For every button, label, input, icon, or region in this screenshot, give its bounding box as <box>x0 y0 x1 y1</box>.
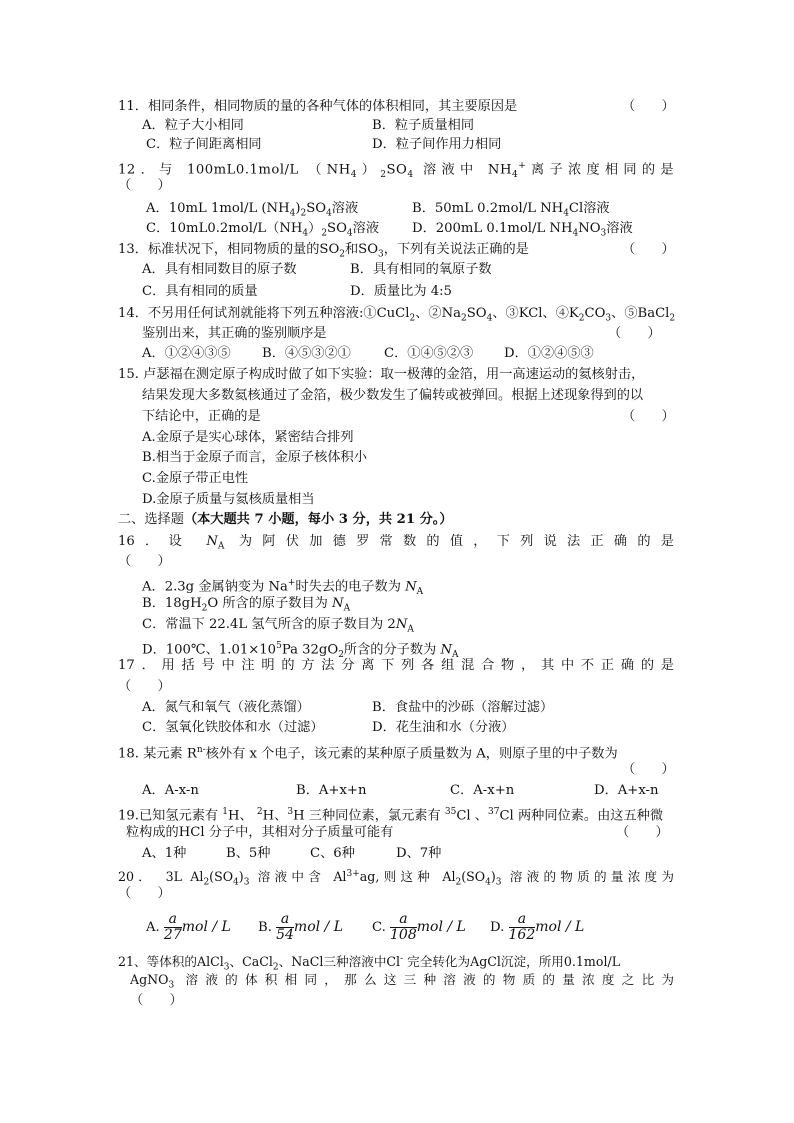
q20-a-denominator: 27 <box>163 927 182 943</box>
q17-option-d: D．花生油和水（分液） <box>372 720 515 735</box>
q13-answer-paren: （ ） <box>622 242 675 257</box>
q20-option-b <box>258 912 343 943</box>
q12-stem: 12．与 100mL0.1mol/L $(NH_4)_2SO_4$ 溶液中 $NH_4^+$离子浓度相同的是 <box>118 161 675 181</box>
q11-option-b: B．粒子质量相同 <box>372 118 475 133</box>
section-2-title: 二、选择题 <box>118 512 184 527</box>
q20-option-c-fraction <box>390 912 417 943</box>
q14-stem-line1: 14．不另用任何试剂就能将下列五种溶液:①CuCl$_2$、$②Na_2SO_4$、③KCl、$④K_2CO_3$、⑤BaCl$_2$ <box>118 306 676 324</box>
q14-option-d: D．①②④⑤③ <box>504 346 594 361</box>
q20-c-numerator: a <box>390 912 417 928</box>
q20-option-d <box>490 912 584 943</box>
q18-stem: 18. 某元素 $R^{n-}$核外有 x 个电子，该元素的某种原子质量数为 A，则原子里的中子数为 <box>118 745 618 762</box>
q20-option-a-label: A. <box>146 920 160 935</box>
q13-option-c: C．具有相同的质量 <box>142 284 258 299</box>
q15-stem-line3: 下结论中，正确的是 <box>142 409 261 424</box>
q15-option-b: B.相当于金原子而言，金原子核体积小 <box>142 450 367 465</box>
q19-answer-paren: （ ） <box>616 825 669 840</box>
q17-stem: 17．用括号中注明的方法分离下列各组混合物，其中不正确的是 <box>118 658 674 673</box>
q20-option-d-label: D. <box>490 920 505 935</box>
q14-option-b: B．④⑤③②① <box>262 346 351 361</box>
q11-option-d: D．粒子间作用力相同 <box>372 137 502 152</box>
q15-stem-line1: 15. 卢瑟福在测定原子构成时做了如下实验：取一极薄的金箔，用一高速运动的氦核射击， <box>118 367 645 382</box>
q20-d-numerator: a <box>509 912 536 928</box>
q13-option-a: A．具有相同数目的原子数 <box>142 262 297 277</box>
q13-option-b: B．具有相同的氧原子数 <box>350 262 492 277</box>
q15-option-d: D.金原子质量与氦核质量相当 <box>142 492 315 507</box>
q20-option-c <box>372 912 466 943</box>
q16-option-a: A．2.3g 金属钠变为 Na+时失去的电子数为 $N_A$ <box>142 578 424 598</box>
q20-b-unit: mol / L <box>293 919 344 935</box>
q18-option-b: B．A+x+n <box>296 783 367 798</box>
q20-a-numerator: a <box>164 912 182 928</box>
q20-a-unit: mol / L <box>181 919 231 935</box>
q18-option-a: A．A-x-n <box>142 783 199 798</box>
q20-option-c-label: C. <box>372 920 386 935</box>
q20-option-a <box>146 912 231 943</box>
q19-option-b: B、5种 <box>226 846 271 861</box>
q15-answer-paren: （ ） <box>622 409 675 424</box>
q20-option-d-fraction <box>509 912 536 943</box>
q14-option-a: A．①②④③⑤ <box>142 346 231 361</box>
q19-stem-line2: 粒构成的HCl 分子中，其相对分子质量可能有 <box>126 825 394 840</box>
q18-answer-paren: （ ） <box>622 762 675 777</box>
q16-option-b: B．$18gH_2O$ 所含的原子数目为 $N_A$ <box>142 596 351 614</box>
q11-stem: 11．相同条件，相同物质的量的各种气体的体积相同，其主要原因是 <box>118 99 518 114</box>
q12-option-c: C．$10mL0.2mol/L(NH_4)_2SO_4$溶液 <box>146 221 380 239</box>
q20-d-denominator: 162 <box>508 927 536 943</box>
q20-b-denominator: 54 <box>276 927 294 943</box>
section-2-heading <box>118 511 453 529</box>
q17-answer-paren: （ ） <box>118 679 171 694</box>
q20-option-b-label: B. <box>258 920 272 935</box>
q14-option-c: C．①④⑤②③ <box>384 346 474 361</box>
q20-c-unit: mol / L <box>416 919 466 935</box>
q13-option-d: D．质量比为 4:5 <box>350 284 452 299</box>
q20-b-numerator: a <box>276 912 294 928</box>
q17-option-c: C．氢氧化铁胶体和水（过滤） <box>142 720 324 735</box>
q16-option-c: C．常温下 22.4L 氢气所含的原子数目为 $2N_A$ <box>142 617 414 635</box>
q15-stem-line2: 结果发现大多数氦核通过了金箔，极少数发生了偏转或被弹回。根据上述现象得到的以 <box>142 388 644 403</box>
q15-option-a: A.金原子是实心球体，紧密结合排列 <box>142 430 354 445</box>
q19-stem-line1: 19.已知氢元素有 $^1$H、 $^2$H、$^3$H 三种同位素，氯元素有 $^{35}$Cl 、$^{37}$Cl 两种同位素。由这五种微 <box>118 807 664 824</box>
q11-answer-paren: （ ） <box>622 99 675 114</box>
q16-answer-paren: （ ） <box>118 554 171 569</box>
q12-option-a: A．10mL 1mol/L $(NH_4)_2SO_4$溶液 <box>146 201 359 219</box>
q13-stem: 13．标准状况下，相同物质的量的$SO_2$和$SO_3$，下列有关说法正确的是 <box>118 242 529 260</box>
q16-option-d: D．100℃、$1.01\times 10^5Pa$ $32gO_2$所含的分子数为 $N_A$ <box>142 641 459 661</box>
q20-answer-paren: （ ） <box>118 886 171 901</box>
q19-option-a: A、1种 <box>142 846 187 861</box>
q20-stem: 20． 3L $Al_2(SO_4)_3$ 溶液中含 $Al^{3+}ag$,则这种 $Al_2(SO_4)_3$ 溶液的物质的量浓度为 <box>118 869 674 888</box>
q20-option-a-fraction <box>164 912 182 943</box>
q19-option-c: C、6种 <box>310 846 355 861</box>
q18-option-d: D．A+x-n <box>594 783 659 798</box>
q19-option-d: D、7种 <box>396 846 442 861</box>
q12-option-b: B．50mL 0.2mol/L $NH_4Cl$溶液 <box>412 201 610 219</box>
q11-option-c: C．粒子间距离相同 <box>146 137 262 152</box>
q16-stem: 16．设 $N_A$ 为阿伏加德罗常数的值，下列说法正确的是 <box>118 534 674 552</box>
q21-answer-paren: （ ） <box>130 993 183 1008</box>
q20-d-unit: mol / L <box>535 919 585 935</box>
q12-option-d: D．200mL 0.1mol/L $NH_4NO_3$溶液 <box>412 221 633 239</box>
q18-option-c: C．A-x+n <box>450 783 515 798</box>
q14-answer-paren: （ ） <box>608 326 661 341</box>
q21-stem-line1: 21、等体积的AlCl$_3$、CaCl$_2$、NaCl三种溶液中Cl- 完全转化为AgCl沉淀，所用0.1mol/L <box>118 954 621 973</box>
q15-option-c: C.金原子带正电性 <box>142 471 249 486</box>
q17-option-a: A．氮气和氧气（液化蒸馏） <box>142 700 310 715</box>
section-2-note: （本大题共 7 小题，每小 3 分，共 21 分。） <box>183 512 453 527</box>
q14-stem-line2: 鉴别出来，其正确的鉴别顺序是 <box>142 326 327 341</box>
q20-c-denominator: 108 <box>390 927 417 943</box>
q11-option-a: A．粒子大小相同 <box>142 118 244 133</box>
q20-option-b-fraction <box>276 912 294 943</box>
q12-answer-paren: （ ） <box>118 178 171 193</box>
q21-stem-line2: AgNO$_3$ 溶液的体积相同，那么这三种溶液的物质的量浓度之比为 <box>130 972 674 991</box>
q17-option-b: B．食盐中的沙砾（溶解过滤） <box>372 700 554 715</box>
